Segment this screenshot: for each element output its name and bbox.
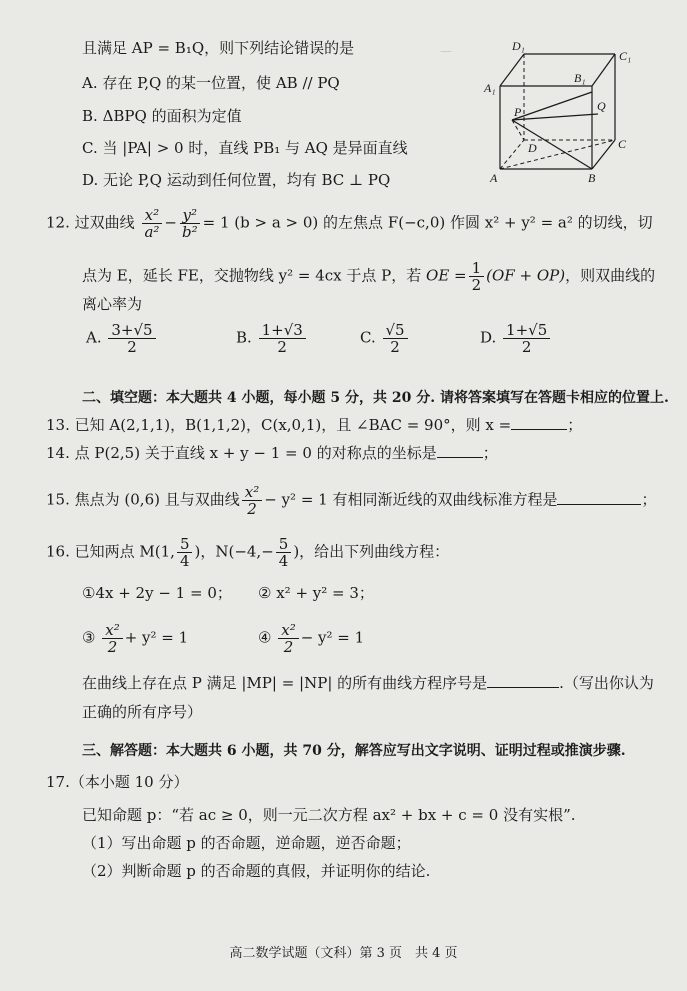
q15: 15. 焦点为 (0,6) 且与双曲线 $\frac{\text{x²}}{2}$ − y² = 1 有相同渐近线的双曲线标准方程是 ； [46, 483, 657, 518]
q12-option-c: C. $\frac{√5}{2}$ [360, 322, 410, 355]
q13: 13. 已知 A(2,1,1)，B(1,1,2)，C(x,0,1)，且 ∠BAC = 90°，则 x = ； [46, 416, 583, 434]
cube-figure [482, 36, 642, 186]
q12-option-d: D. $\frac{1+√5}{2}$ [480, 322, 552, 355]
label-d: D [528, 141, 537, 155]
q11-condition: 且满足 AP = B₁Q，则下列结论错误的是 [82, 39, 355, 57]
label-b1: B₁ [574, 71, 586, 85]
section-3-heading: 三、解答题：本大题共 6 小题，共 70 分，解答应写出文字说明、证明过程或推演步骤. [82, 743, 626, 759]
q12-line3: 离心率为 [82, 295, 143, 313]
label-a1: A₁ [484, 81, 496, 95]
q12-option-a: A. $\frac{3+√5}{2}$ [86, 322, 158, 355]
label-c: C [618, 137, 627, 151]
q17-header: 17.（本小题 10 分） [46, 773, 189, 791]
q17-part-1: （1）写出命题 p 的否命题，逆命题，逆否命题； [82, 834, 411, 852]
q17-stem: 已知命题 p：“若 ac ≥ 0，则一元二次方程 ax² + bx + c = 0 没有实根”. [82, 806, 576, 824]
q11-option-b: B. ΔBPQ 的面积为定值 [82, 107, 242, 125]
q12-line1: 12. 过双曲线 $\frac{\text{x²}}{\text{a²}}$ − $\frac{\text{y²}}{\text{b²}}$ = 1 (b > a > 0) 的左焦点 F(−c,0) 作圆 x² + y² = a² 的切线，切 [46, 206, 653, 241]
q17-part-2: （2）判断命题 p 的否命题的真假，并证明你的结论. [82, 862, 431, 880]
q13-answer-blank[interactable] [511, 415, 567, 430]
page-footer: 高二数学试题（文科）第 3 页 共 4 页 [229, 946, 458, 961]
label-p: P [514, 105, 522, 119]
label-q: Q [597, 99, 606, 113]
q11-option-c: C. 当 |PA| > 0 时，直线 PB₁ 与 AQ 是异面直线 [82, 139, 408, 157]
q16-stem: 16. 已知两点 M(1, $\frac{5}{4}$ )，N(−4,− $\frac{5}{4}$ )，给出下列曲线方程： [46, 535, 450, 570]
section-2-heading: 二、填空题：本大题共 4 小题，每小题 5 分，共 20 分. 请将答案填写在答题卡相应的位置上. [82, 390, 669, 406]
q12-line2: 点为 E，延长 FE，交抛物线 y² = 4cx 于点 P，若 OE = $\frac{1}{2}$ (OF + OP)，则双曲线的 [82, 259, 656, 294]
q14: 14. 点 P(2,5) 关于直线 x + y − 1 = 0 的对称点的坐标是 ； [46, 444, 498, 462]
label-c1: C₁ [619, 49, 632, 63]
label-d1: D₁ [512, 39, 525, 53]
q16-curve-4: ④ $\frac{\text{x²}}{2}$ − y² = 1 [258, 621, 365, 656]
q15-answer-blank[interactable] [557, 490, 641, 505]
label-a: A [490, 171, 498, 185]
q11-option-a: A. 存在 P,Q 的某一位置，使 AB // PQ [82, 74, 340, 92]
q16-curve-2: ② x² + y² = 3； [258, 584, 374, 602]
q16-curve-1: ①4x + 2y − 1 = 0； [82, 584, 232, 602]
bleed-through: — [440, 44, 452, 58]
q16-curve-3: ③ $\frac{\text{x²}}{2}$ + y² = 1 [82, 621, 189, 656]
q14-answer-blank[interactable] [437, 443, 483, 458]
q16-answer-blank[interactable] [487, 673, 559, 688]
q11-option-d: D. 无论 P,Q 运动到任何位置，均有 BC ⊥ PQ [82, 171, 391, 189]
label-b: B [588, 171, 596, 185]
q12-option-b: B. $\frac{1+√3}{2}$ [236, 322, 308, 355]
q16-question-cont: 正确的所有序号） [82, 703, 203, 721]
q16-question: 在曲线上存在点 P 满足 |MP| = |NP| 的所有曲线方程序号是 .（写出你认为 [82, 674, 654, 692]
